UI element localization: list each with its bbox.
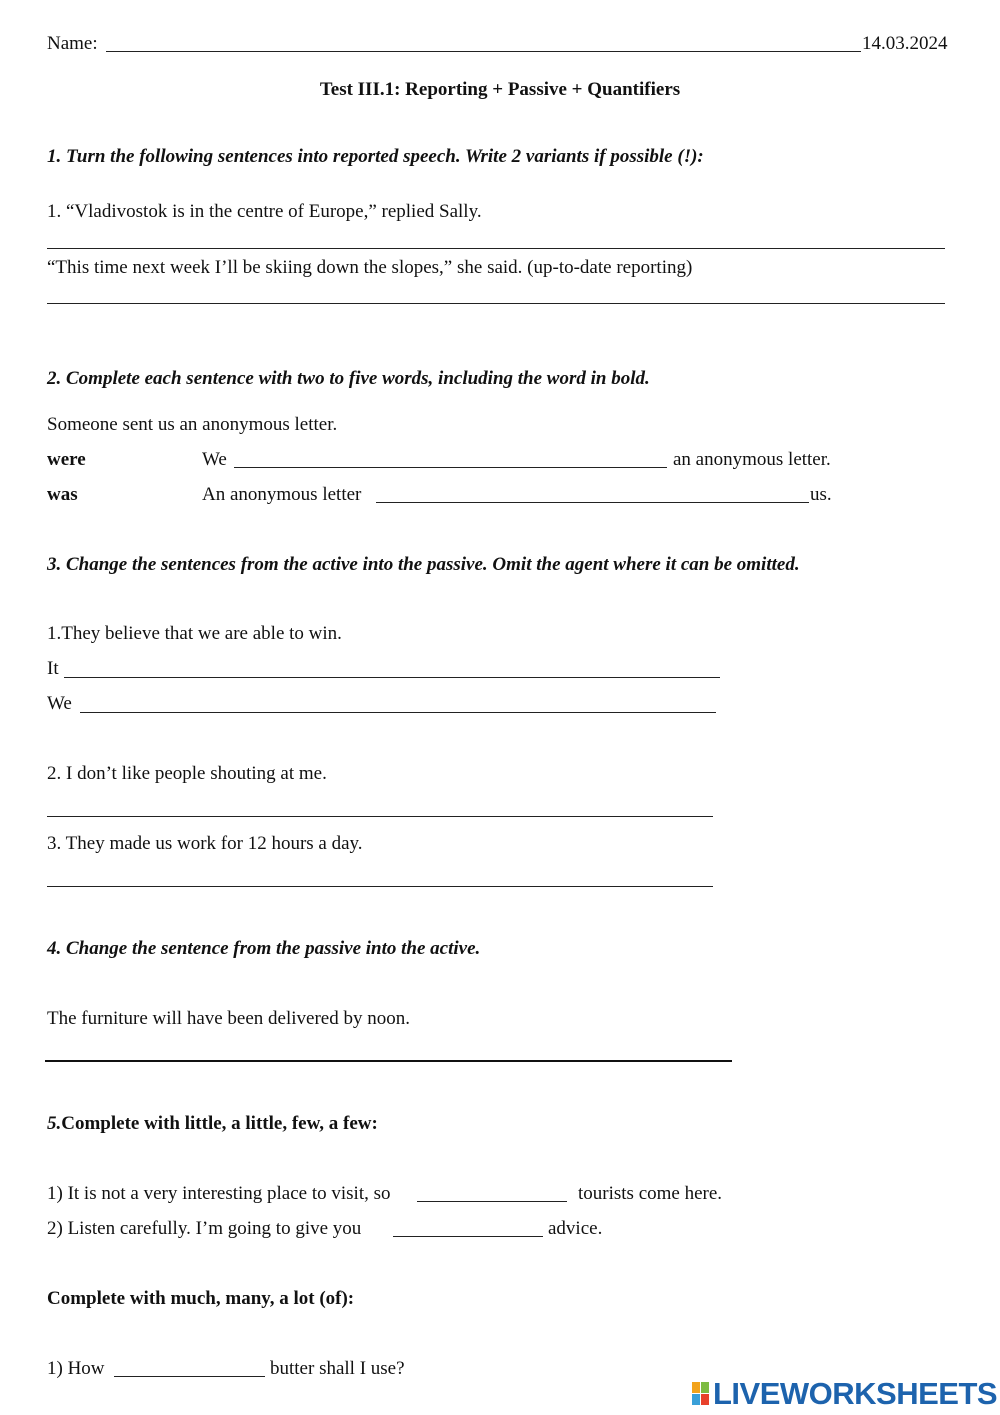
section-5-heading-text: Complete with little, a little, few, a few:	[61, 1113, 378, 1134]
section-3-item-1-we: We	[47, 693, 72, 714]
section-4-answer-line[interactable]	[45, 1060, 732, 1062]
section-4-item-1: The furniture will have been delivered by noon.	[47, 1008, 410, 1029]
section-1-heading: 1. Turn the following sentences into reported speech. Write 2 variants if possible (!):	[47, 146, 704, 167]
section-1-answer-line-2[interactable]	[47, 303, 945, 304]
section-2-heading: 2. Complete each sentence with two to five words, including the word in bold.	[47, 368, 650, 389]
section-2-row-1-end: an anonymous letter.	[673, 449, 831, 470]
section-5-item-1-end: tourists come here.	[578, 1183, 723, 1204]
section-2-keyword-were: were	[47, 449, 86, 470]
section-5-answer-line-1[interactable]	[417, 1201, 567, 1202]
test-date: 14.03.2024	[862, 33, 948, 54]
section-2-answer-line-1[interactable]	[234, 467, 667, 468]
section-6-heading: Complete with much, many, a lot (of):	[47, 1288, 355, 1309]
section-5-item-2-start: 2) Listen carefully. I’m going to give you	[47, 1218, 362, 1239]
section-5-item-1-start: 1) It is not a very interesting place to visit, so	[47, 1183, 391, 1204]
section-5-item-2-end: advice.	[548, 1218, 603, 1239]
section-2-answer-line-2[interactable]	[376, 502, 809, 503]
section-3-item-3: 3. They made us work for 12 hours a day.	[47, 833, 363, 854]
section-3-item-2: 2. I don’t like people shouting at me.	[47, 763, 327, 784]
section-2-row-1-start: We	[202, 449, 227, 470]
section-3-answer-line-we[interactable]	[80, 712, 716, 713]
section-3-item-1-it: It	[47, 658, 59, 679]
section-2-prompt: Someone sent us an anonymous letter.	[47, 414, 338, 435]
section-5-heading-number: 5.	[47, 1113, 62, 1134]
section-3-item-1: 1.They believe that we are able to win.	[47, 623, 342, 644]
section-6-item-1-start: 1) How	[47, 1358, 105, 1379]
section-1-item-1: 1. “Vladivostok is in the centre of Europe,” replied Sally.	[47, 201, 482, 222]
section-2-keyword-was: was	[47, 484, 78, 505]
section-3-answer-line-it[interactable]	[64, 677, 720, 678]
section-2-row-2-start: An anonymous letter	[202, 484, 362, 505]
section-4-heading: 4. Change the sentence from the passive into the active.	[47, 938, 481, 959]
section-6-answer-line-1[interactable]	[114, 1376, 265, 1377]
section-3-answer-line-3[interactable]	[47, 886, 713, 887]
liveworksheets-logo-text: LIVEWORKSHEETS	[713, 1376, 998, 1411]
section-3-answer-line-2[interactable]	[47, 816, 713, 817]
section-5-heading	[47, 1114, 378, 1133]
section-2-row-2-end: us.	[810, 484, 832, 505]
section-1-answer-line-1[interactable]	[47, 248, 945, 249]
section-3-heading: 3. Change the sentences from the active into the passive. Omit the agent where it can be omitted.	[47, 554, 800, 575]
section-6-item-1-end: butter shall I use?	[270, 1358, 405, 1379]
section-1-item-2: “This time next week I’ll be skiing down the slopes,” she said. (up-to-date reporting)	[47, 257, 693, 278]
liveworksheets-logo-icon	[692, 1382, 710, 1406]
name-label: Name:	[47, 33, 98, 54]
liveworksheets-logo	[692, 1376, 997, 1412]
page-title: Test III.1: Reporting + Passive + Quantifiers	[319, 79, 681, 100]
section-5-answer-line-2[interactable]	[393, 1236, 543, 1237]
name-input-line[interactable]	[106, 51, 861, 52]
